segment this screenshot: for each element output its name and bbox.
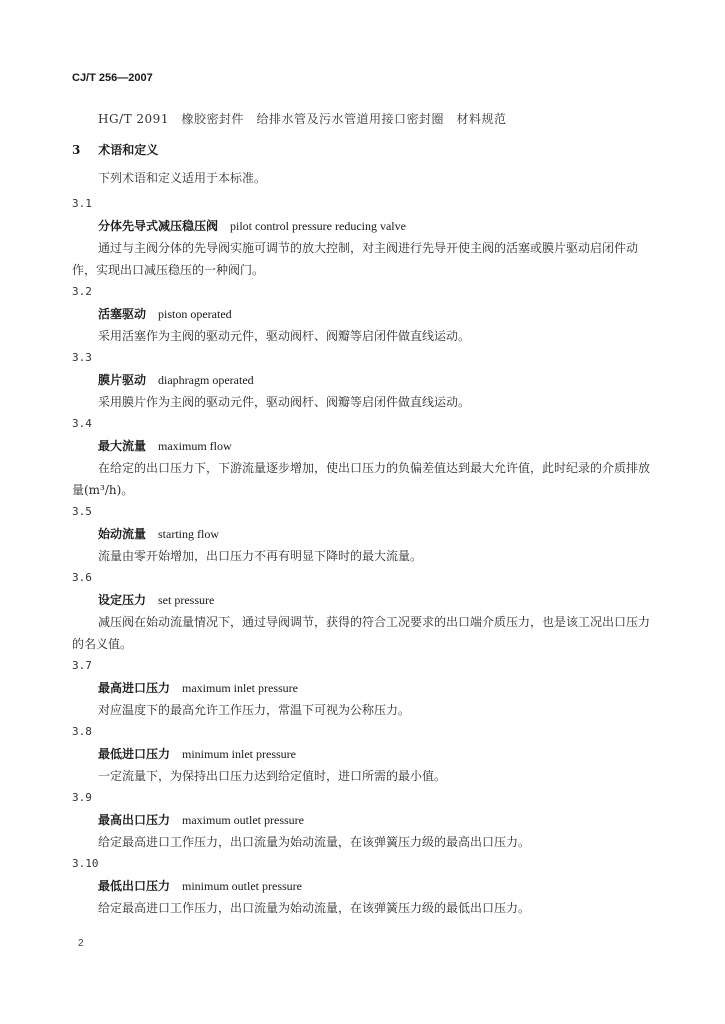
term-english: starting flow <box>158 527 220 541</box>
term-number: 3.8 <box>72 725 92 738</box>
term-entry <box>0 413 725 501</box>
term-title <box>0 523 725 545</box>
term-number: 3.1 <box>72 197 92 210</box>
term-number: 3.9 <box>72 791 92 804</box>
term-number: 3.3 <box>72 351 92 364</box>
term-number: 3.2 <box>72 285 92 298</box>
term-chinese: 活塞驱动 <box>98 307 147 321</box>
term-number: 3.5 <box>72 505 92 518</box>
term-title <box>0 809 725 831</box>
term-entry <box>0 721 725 787</box>
term-definition: 对应温度下的最高允许工作压力，常温下可视为公称压力。 <box>98 703 411 717</box>
term-english: pilot control pressure reducing valve <box>230 219 406 233</box>
term-definition: 给定最高进口工作压力，出口流量为始动流量，在该弹簧压力级的最高出口压力。 <box>98 835 531 849</box>
term-title <box>0 369 725 391</box>
term-english: maximum inlet pressure <box>182 681 298 695</box>
term-english: minimum outlet pressure <box>182 879 302 893</box>
term-entry <box>0 193 725 281</box>
term-title <box>0 303 725 325</box>
term-number: 3.10 <box>72 857 99 870</box>
term-english: maximum outlet pressure <box>182 813 304 827</box>
term-title <box>0 215 725 237</box>
term-entry <box>0 281 725 347</box>
term-title <box>0 589 725 611</box>
term-title <box>0 435 725 457</box>
term-chinese: 最低进口压力 <box>98 747 171 761</box>
term-chinese: 最低出口压力 <box>98 879 171 893</box>
term-entry <box>0 347 725 413</box>
term-title <box>0 875 725 897</box>
term-english: diaphragm operated <box>158 373 254 387</box>
section-heading <box>72 141 158 158</box>
term-definition: 减压阀在始动流量情况下，通过导阀调节，获得的符合工况要求的出口端介质压力，也是该工况出口压力的名义值。 <box>72 615 651 651</box>
term-title <box>0 677 725 699</box>
term-chinese: 分体先导式减压稳压阀 <box>98 219 219 233</box>
term-entry <box>0 501 725 567</box>
term-entry <box>0 567 725 655</box>
term-definition: 流量由零开始增加，出口压力不再有明显下降时的最大流量。 <box>98 549 423 563</box>
term-definition: 采用膜片作为主阀的驱动元件，驱动阀杆、阀瓣等启闭件做直线运动。 <box>98 395 471 409</box>
normative-reference: HG/T 2091 橡胶密封件 给排水管及污水管道用接口密封圈 材料规范 <box>98 112 507 126</box>
term-definition: 采用活塞作为主阀的驱动元件，驱动阀杆、阀瓣等启闭件做直线运动。 <box>98 329 471 343</box>
term-entry <box>0 853 725 919</box>
standard-code: CJ/T 256—2007 <box>72 72 153 84</box>
term-definition: 给定最高进口工作压力，出口流量为始动流量，在该弹簧压力级的最低出口压力。 <box>98 901 531 915</box>
term-english: maximum flow <box>158 439 232 453</box>
term-chinese: 最高出口压力 <box>98 813 171 827</box>
term-title <box>0 743 725 765</box>
term-entry <box>0 655 725 721</box>
terms-list <box>0 193 725 919</box>
section-number: 3 <box>72 143 81 157</box>
term-english: set pressure <box>158 593 215 607</box>
term-english: piston operated <box>158 307 232 321</box>
term-definition: 一定流量下，为保持出口压力达到给定值时，进口所需的最小值。 <box>98 769 447 783</box>
term-english: minimum inlet pressure <box>182 747 296 761</box>
page-number: 2 <box>78 938 84 949</box>
section-intro: 下列术语和定义适用于本标准。 <box>98 171 267 185</box>
term-definition: 在给定的出口压力下，下游流量逐步增加，使出口压力的负偏差值达到最大允许值，此时纪录的介质排放量(m³/h)。 <box>72 461 651 497</box>
term-chinese: 最大流量 <box>98 439 147 453</box>
term-chinese: 始动流量 <box>98 527 147 541</box>
term-chinese: 设定压力 <box>98 593 147 607</box>
term-definition: 通过与主阀分体的先导阀实施可调节的放大控制，对主阀进行先导开使主阀的活塞或膜片驱动启闭件动作，实现出口减压稳压的一种阀门。 <box>72 241 639 277</box>
section-title: 术语和定义 <box>98 143 159 157</box>
term-chinese: 最高进口压力 <box>98 681 171 695</box>
term-number: 3.4 <box>72 417 92 430</box>
term-number: 3.6 <box>72 571 92 584</box>
term-chinese: 膜片驱动 <box>98 373 147 387</box>
term-number: 3.7 <box>72 659 92 672</box>
term-entry <box>0 787 725 853</box>
